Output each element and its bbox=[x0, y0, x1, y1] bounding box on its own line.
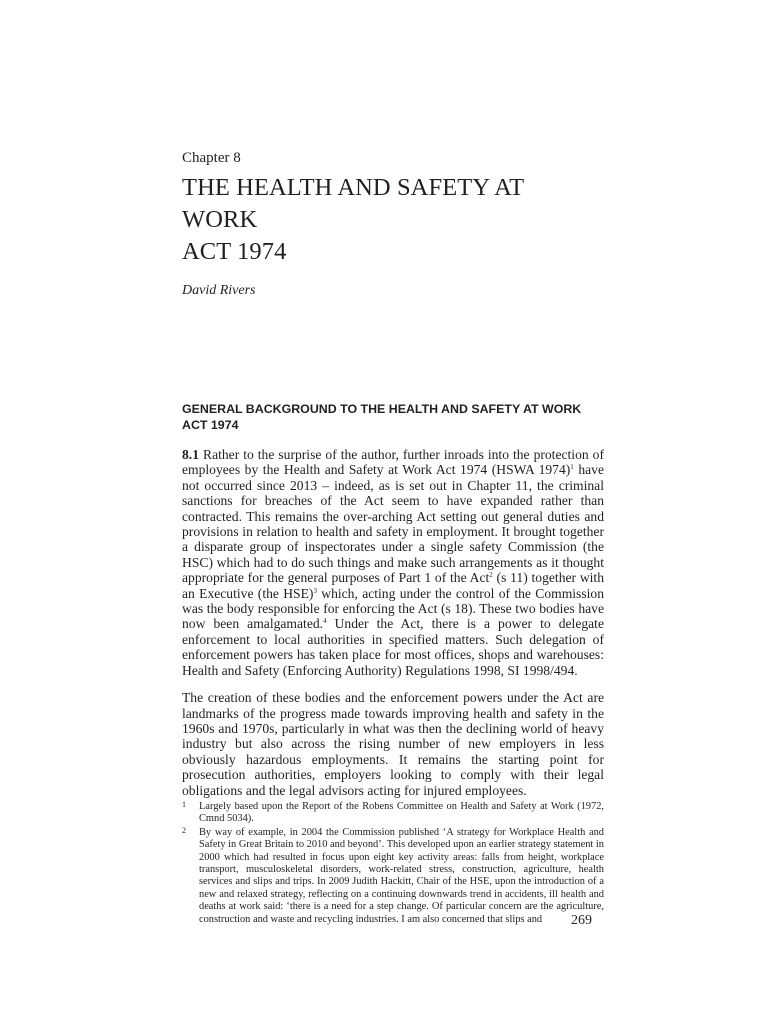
paragraph-text: which, acting under the control of the Commission was the body responsible for enforcing the Act (s 18). These two bodies have now been amalgamated. bbox=[182, 585, 604, 632]
footnote-text: Largely based upon the Report of the Robens Committee on Health and Safety at Work (1972, Cmnd 5034). bbox=[199, 800, 604, 825]
page-number: 269 bbox=[571, 913, 592, 928]
footnote-ref-4[interactable]: 4 bbox=[323, 617, 327, 626]
footnotes bbox=[182, 801, 604, 926]
paragraph-text: Under the Act, there is a power to delegate enforcement to local authorities in specified matters. Such delegation of enforcement powers has taken place for most offices, shops and warehouses: Health and Safety (Enforcing Authority) Regulations 1998, SI 1998/494. bbox=[182, 616, 604, 678]
footnote-marker: 2 bbox=[182, 825, 186, 835]
footnote-2 bbox=[182, 827, 604, 926]
footnote-ref-2[interactable]: 2 bbox=[489, 571, 493, 580]
footnote-marker: 1 bbox=[182, 799, 186, 809]
footnote-ref-3[interactable]: 3 bbox=[313, 586, 317, 595]
footnote-1 bbox=[182, 801, 604, 826]
paragraph-text: have not occurred since 2013 – indeed, as is set out in Chapter 11, the criminal sanctions for breaches of the Act seem to have expanded rather than contracted. This remains the over-arching Act setting out general duties and provisions in relation to health and safety in employment. It brought together a disparate group of inspectorates under a single safety Commission (the HSC) which had to do such things and make such arrangements as it thought appropriate for the general purposes of Part 1 of the Act bbox=[182, 462, 604, 586]
section-heading-line-1: GENERAL BACKGROUND TO THE HEALTH AND SAFETY AT WORK bbox=[182, 402, 582, 416]
page-body bbox=[182, 150, 604, 927]
section-heading bbox=[182, 401, 604, 433]
chapter-label: Chapter 8 bbox=[182, 150, 241, 166]
section-heading-line-2: ACT 1974 bbox=[182, 418, 239, 432]
paragraph-text: Rather to the surprise of the author, further inroads into the protection of employees by the Health and Safety at Work Act 1974 (HSWA 1974) bbox=[182, 447, 604, 478]
paragraph-text: (s 11) together with an Executive (the HSE) bbox=[182, 570, 605, 601]
chapter-title-line-2: ACT 1974 bbox=[182, 238, 287, 265]
paragraph-8-1 bbox=[182, 447, 604, 678]
chapter-title-line-1: THE HEALTH AND SAFETY AT WORK bbox=[182, 174, 524, 233]
author-name: David Rivers bbox=[182, 283, 256, 298]
footnote-text: By way of example, in 2004 the Commission published ‘A strategy for Workplace Health and Safety in Great Britain to 2010 and beyond’. This developed upon an earlier strategy statement in 2000 which had resulted in focus upon eight key activity areas: falls from height, workplace transport, musculoskeletal disorders, work-related stress, construction, agriculture, health services and slips and trips. In 2009 Judith Hackitt, Chair of the HSE, upon the introduction of a new and relaxed strategy, reflecting on a continuing downwards trend in accidents, ill health and deaths at work said: ‘there is a need for a step change. Of particular concern are the agriculture, construction and waste and recycling industries. I am also concerned that slips and bbox=[199, 826, 604, 925]
paragraph-number: 8.1 bbox=[182, 447, 199, 462]
chapter-title bbox=[182, 172, 604, 268]
paragraph-2: The creation of these bodies and the enforcement powers under the Act are landmarks of the progress made towards improving health and safety in the 1960s and 1970s, particularly in what was then the declining world of heavy industry but also across the rising number of new employers in less obviously hazardous employments. It remains the starting point for prosecution authorities, employers looking to comply with their legal obligations and the legal advisors acting for injured employees. bbox=[182, 690, 604, 798]
footnote-ref-1[interactable]: 1 bbox=[570, 463, 574, 472]
